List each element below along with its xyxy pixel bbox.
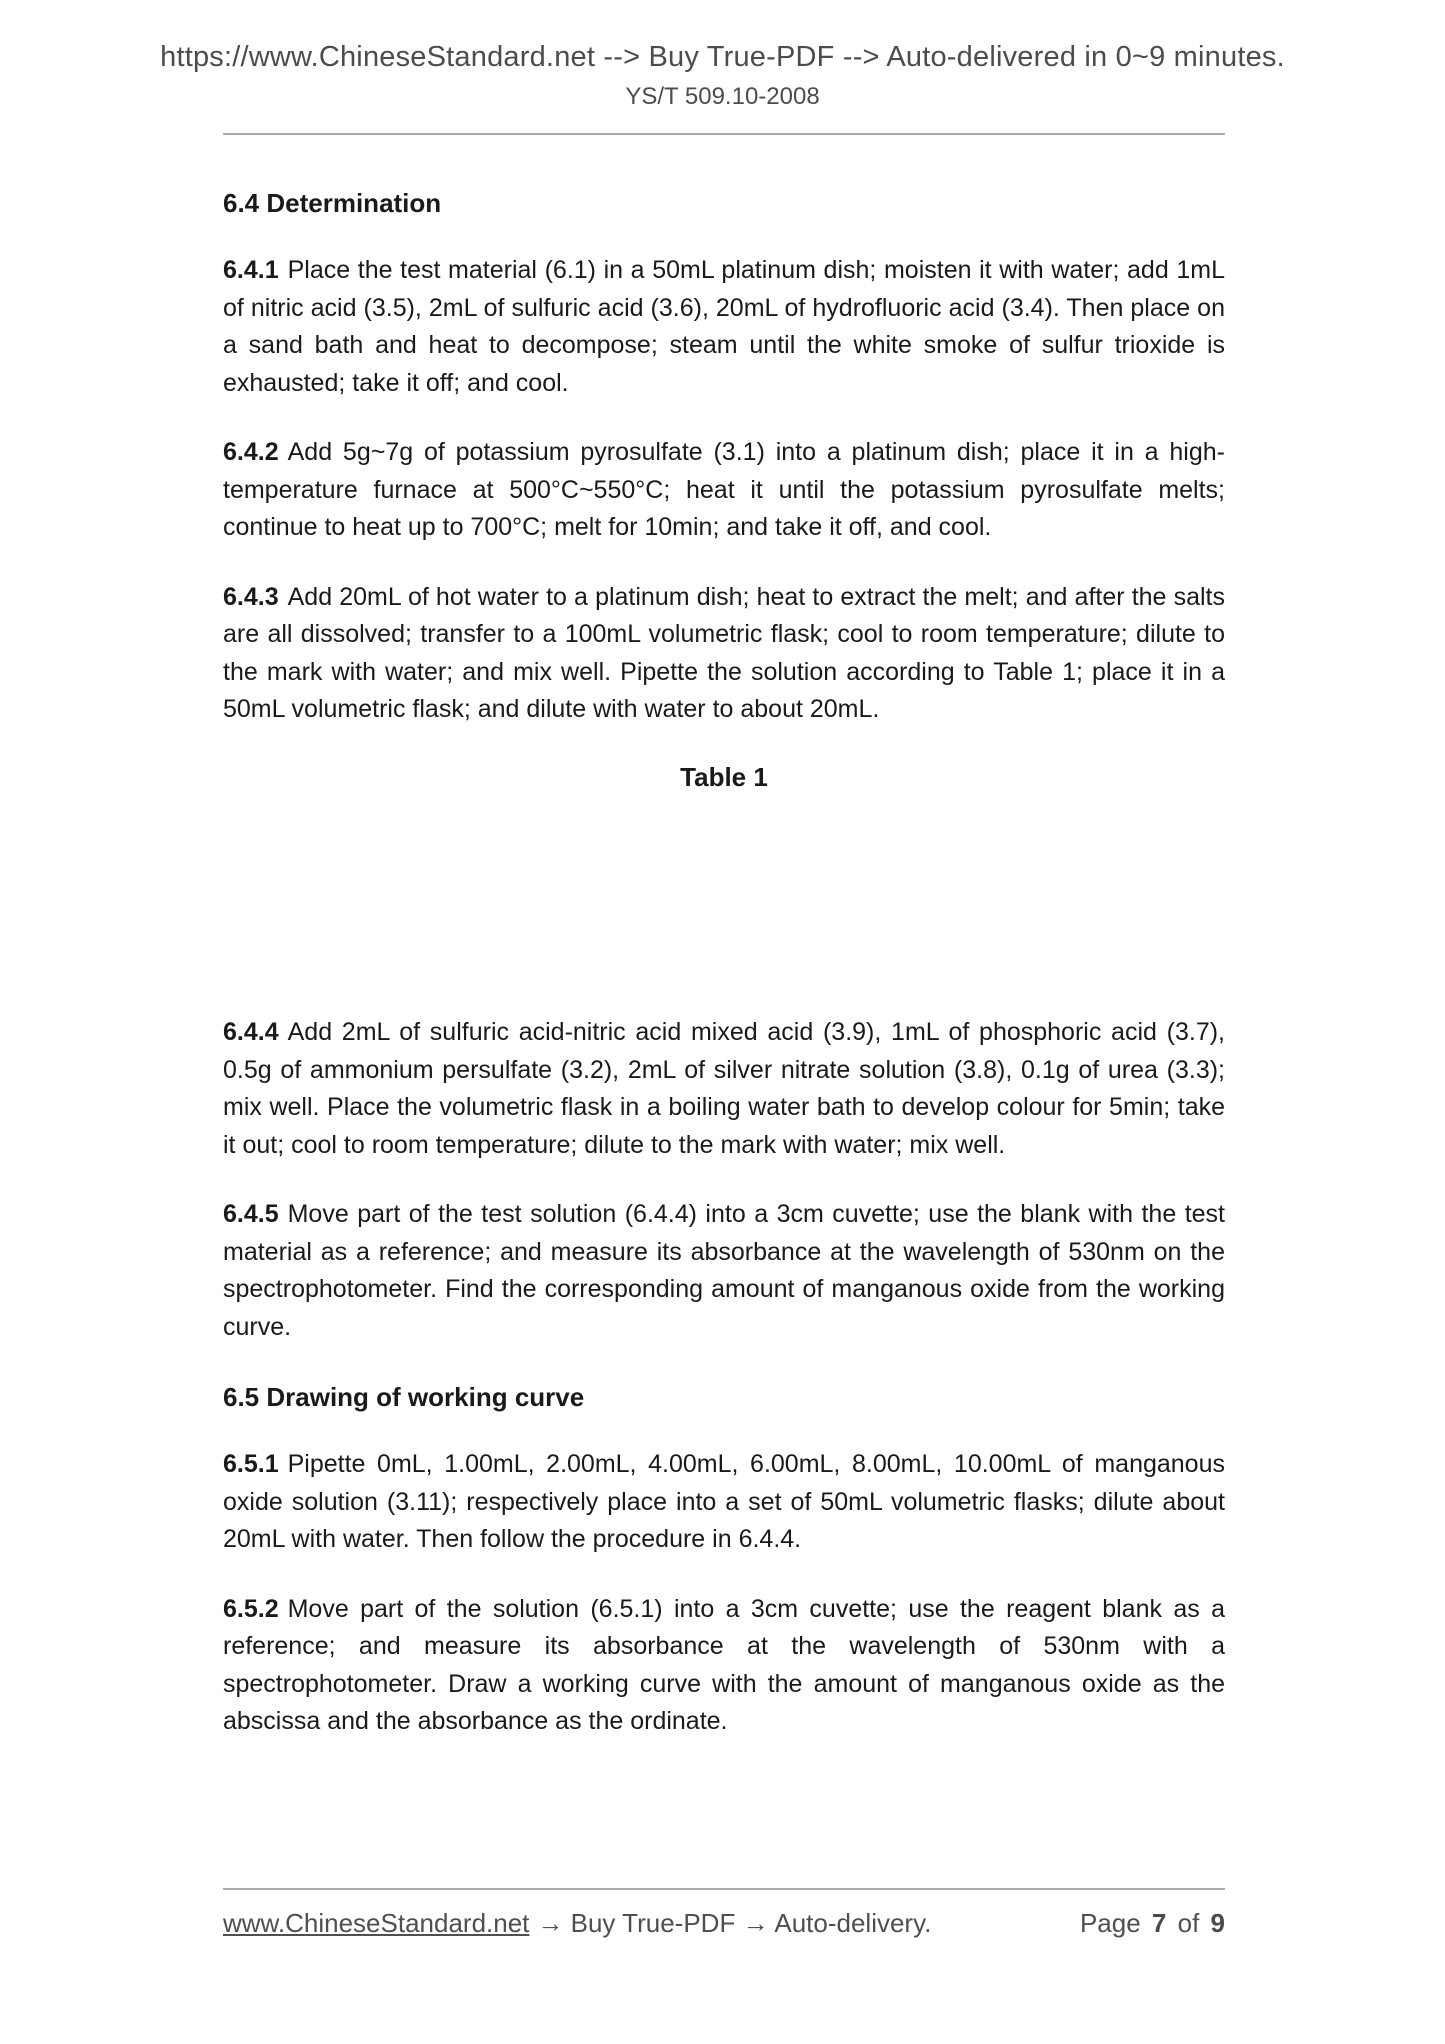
page-total: 9 (1210, 1908, 1225, 1938)
clause-text: Add 2mL of sulfuric acid-nitric acid mixed acid (3.9), 1mL of phosphoric acid (3.7), 0.5g of ammonium persulfate (3.2), 2mL of silver nitrate solution (3.8), 0.1g of urea (3.3); mix well. Place the volumetric flask in a boiling water bath to develop colour for 5min; take it out; cool to room temperature; dilute to the mark with water; mix well. (223, 1018, 1225, 1159)
clause-text: Place the test material (6.1) in a 50mL platinum dish; moisten it with water; add 1mL of nitric acid (3.5), 2mL of sulfuric acid (3.6), 20mL of hydrofluoric acid (3.4). Then place on a sand bath and heat to decompose; steam until the white smoke of sulfur trioxide is exhausted; take it off; and cool. (223, 256, 1225, 397)
paragraph-6-5-2 (223, 1591, 1225, 1741)
paragraph-6-4-1 (223, 252, 1225, 402)
standard-code: YS/T 509.10-2008 (625, 83, 820, 110)
clause-number: 6.5.2 (223, 1594, 279, 1623)
footer-site-link[interactable]: www.ChineseStandard.net (223, 1908, 530, 1938)
page-label: Page (1079, 1908, 1141, 1938)
paragraph-6-5-1 (223, 1446, 1225, 1559)
document-body (223, 186, 1225, 1741)
paragraph-6-4-4 (223, 1014, 1225, 1164)
clause-number: 6.4.1 (223, 256, 279, 284)
clause-text: Pipette 0mL, 1.00mL, 2.00mL, 4.00mL, 6.00mL, 8.00mL, 10.00mL of manganous oxide solution (3.11); respectively place into a set of 50mL volumetric flasks; dilute about 20mL with water. Then follow the procedure in 6.4.4. (223, 1450, 1225, 1553)
header-divider (223, 133, 1225, 135)
clause-number: 6.5.1 (223, 1450, 279, 1478)
footer-tagline-text: → Buy True-PDF → Auto-delivery. (537, 1908, 932, 1938)
table-caption: Table 1 (680, 761, 768, 792)
page-footer (223, 1907, 1225, 1939)
header-tagline: https://www.ChineseStandard.net --> Buy True-PDF --> Auto-delivered in 0~9 minutes. (160, 41, 1285, 73)
clause-number: 6.4.5 (223, 1200, 279, 1228)
clause-number: 6.4.4 (223, 1018, 279, 1046)
section-heading-6-4: 6.4 Determination (223, 188, 442, 218)
of-label: of (1177, 1908, 1200, 1938)
paragraph-6-4-2 (223, 434, 1225, 547)
clause-text: Move part of the solution (6.5.1) into a 3cm cuvette; use the reagent blank as a reference; and measure its absorbance at the wavelength of 530nm with a spectrophotometer. Draw a working curve with the amount of manganous oxide as the abscissa and the absorbance as the ordinate. (223, 1594, 1225, 1735)
clause-text: Add 5g~7g of potassium pyrosulfate (3.1) into a platinum dish; place it in a high-temperature furnace at 500°C~550°C; heat it until the potassium pyrosulfate melts; continue to heat up to 700°C; melt for 10min; and take it off, and cool. (223, 438, 1225, 541)
footer-divider (223, 1888, 1225, 1890)
paragraph-6-4-5 (223, 1196, 1225, 1346)
clause-text: Add 20mL of hot water to a platinum dish; heat to extract the melt; and after the salts are all dissolved; transfer to a 100mL volumetric flask; cool to room temperature; dilute to the mark with water; and mix well. Pipette the solution according to Table 1; place it in a 50mL volumetric flask; and dilute with water to about 20mL. (223, 582, 1225, 723)
paragraph-6-4-3 (223, 579, 1225, 729)
table-placeholder (223, 796, 1225, 982)
clause-number: 6.4.3 (223, 582, 279, 611)
page-header (0, 40, 1445, 111)
clause-number: 6.4.2 (223, 438, 279, 466)
section-heading-6-5: 6.5 Drawing of working curve (223, 1382, 585, 1412)
footer-tagline (223, 1907, 931, 1939)
page-number: 7 (1151, 1908, 1167, 1938)
page-indicator (1080, 1907, 1225, 1939)
clause-text: Move part of the test solution (6.4.4) into a 3cm cuvette; use the blank with the test material as a reference; and measure its absorbance at the wavelength of 530nm on the spectrophotometer. Find the corresponding amount of manganous oxide from the working curve. (223, 1200, 1225, 1341)
